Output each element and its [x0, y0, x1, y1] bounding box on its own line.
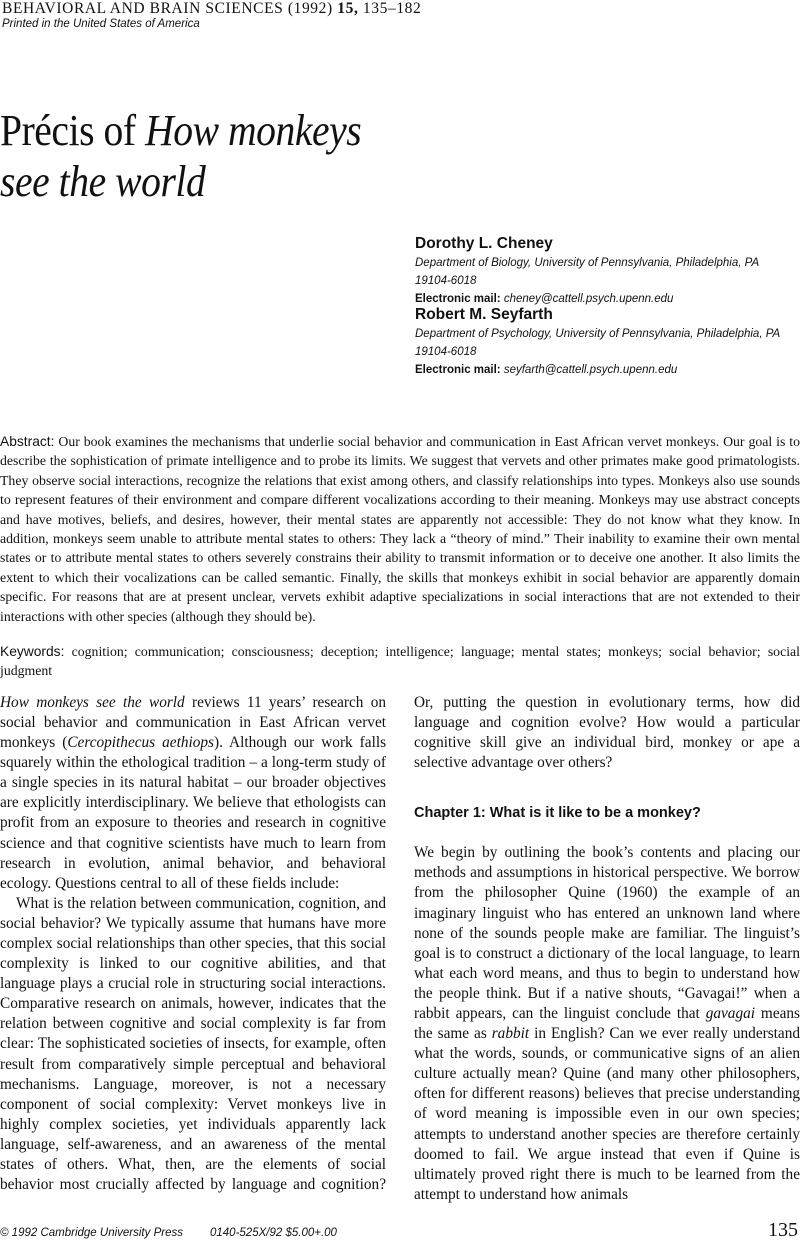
page-range: 135–182	[362, 0, 422, 17]
abstract	[0, 432, 800, 626]
author-block	[415, 305, 780, 379]
issn: 0140-525X/92 $5.00+.00	[210, 1226, 337, 1239]
paragraph: What is the relation between communication, cognition, and social behavior? We typically assume that humans have more complex social relationships than other species, that this social complexity is linked to our cognitive abilities, and that language plays a crucial role in structuring social interactions. Comparative research on animals, however, indicates that the relation between cognitive and social complexity is far from clear: The sophisticated societies of insects, for example, often result from comparatively simple perceptual and behavioral mechanisms. Language, moreover, is not a necessary component of social complexity: Vervet monkeys live in highly complex societies, yet individuals apparently lack language, self-awareness, and an awareness of the mental states of others. What, then, are the elements of social behavior most crucially affected by language and cognition? Or, putting the question in evolutionary terms, how did language and cognition evolve? How would a particular cognitive skill give an individual bird, monkey or ape a selective advantage over others?	[0, 693, 800, 1194]
text: rabbit	[491, 1025, 530, 1043]
email-label: Electronic mail:	[415, 364, 501, 376]
paragraph	[0, 693, 386, 894]
title-italic-2: see the world	[0, 157, 206, 206]
text: We begin by outlining the book’s contents and placing our methods and assumptions in historical perspective. We borrow from the philosopher Quine (1960) the example of an imaginary linguist who has entered an unknown land where none of the sounds people make are familiar. The linguist’s goal is to construct a dictionary of the local language, to learn what each word means, and thus to begin to understand how the people think. But if a native shouts, “Gavagai!” when a rabbit appears, can the linguist conclude that	[414, 844, 800, 1022]
title-prefix: Précis of	[0, 106, 146, 155]
text: gavagai	[705, 1005, 755, 1022]
author-zip: 19104-6018	[415, 275, 477, 287]
abstract-text: Our book examines the mechanisms that underlie social behavior and communication in East African vervet monkeys. Our goal is to describe the sophistication of primate intelligence and to probe its limits. We suggest that vervets and other primates make good primatologists. They observe social interactions, recognize the relations that exist among others, and classify relationships into types. Monkeys also use sounds to represent features of their environment and compare different vocalizations according to their meaning. Monkeys may use abstract concepts and have motives, beliefs, and desires, however, their mental states are apparently not accessible: They do not know what they know. In addition, monkeys seem unable to attribute mental states to others: They lack a “theory of mind.” Their inability to examine their own mental states or to attribute mental states to others severely constrains their ability to transmit information or to deceive one another. It also limits the extent to which their vocalizations can be called semantic. Finally, the skills that monkeys exhibit in social behavior are apparently domain specific. For reasons that are at present unclear, vervets exhibit adaptive specializations in social interactions that are not extended to their interactions with other species (although they should be).	[0, 434, 800, 624]
author-block	[415, 234, 759, 308]
author-name: Robert M. Seyfarth	[415, 306, 553, 323]
keywords	[0, 642, 800, 681]
article-title	[0, 105, 361, 207]
keywords-label: Keywords:	[0, 644, 65, 660]
author-email[interactable]: seyfarth@cattell.psych.upenn.edu	[503, 364, 678, 376]
text: means the same as	[414, 1005, 800, 1043]
article-body	[0, 432, 800, 1246]
copyright: © 1992 Cambridge University Press	[0, 1226, 183, 1239]
author-name: Dorothy L. Cheney	[415, 235, 553, 252]
abstract-label: Abstract:	[0, 434, 55, 449]
author-affiliation: Department of Biology, University of Pennsylvania, Philadelphia, PA	[415, 257, 760, 269]
page-number: 135	[768, 1218, 798, 1241]
author-zip: 19104-6018	[415, 346, 477, 358]
journal-header	[2, 0, 421, 18]
title-italic-1: How monkeys	[145, 106, 362, 155]
text: in English? Can we ever really understand what the words, sounds, or communicative signs of an alien culture actually mean? Quine (and many other philosophers, often for different reasons) believes that precise understanding of word meaning is impossible even in our own species; attempts to understand another species are therefore certainly doomed to fail. We argue instead that even if Quine is ultimately proved right there is much to be learned from the attempt to understand how animals	[414, 1025, 800, 1203]
text: ). Although our work falls squarely within the ethological tradition – a long-term study of a single species in its natural habitat – our broader objectives are explicitly interdisciplinary. We believe that ethologists can profit from an exposure to theories and research in cognitive science and that cognitive scientists have much to learn from research in evolution, animal behavior, and behavioral ecology. Questions central to all of these fields include:	[0, 734, 387, 892]
author-affiliation: Department of Psychology, University of Pennsylvania, Philadelphia, PA	[415, 328, 781, 340]
volume: 15,	[337, 0, 359, 17]
email-label: Electronic mail:	[415, 293, 501, 305]
journal-name: BEHAVIORAL AND BRAIN SCIENCES (1992)	[2, 0, 333, 17]
keywords-text: cognition; communication; consciousness; deception; intelligence; language; mental states; monkeys; social behavior; social judgment	[0, 644, 800, 679]
author-email[interactable]: cheney@cattell.psych.upenn.edu	[503, 293, 674, 305]
species-name: Cercopithecus aethiops	[67, 734, 214, 752]
printed-note: Printed in the United States of America	[2, 18, 200, 30]
two-column-text	[0, 693, 800, 1205]
text: reviews 11 years’ research on social behavior and communication in East African vervet monkeys (	[0, 693, 386, 752]
chapter-heading: Chapter 1: What is it like to be a monkey?	[414, 805, 701, 822]
paragraph	[414, 843, 800, 1205]
book-title: How monkeys see the world	[0, 693, 185, 711]
footer	[0, 1219, 800, 1246]
